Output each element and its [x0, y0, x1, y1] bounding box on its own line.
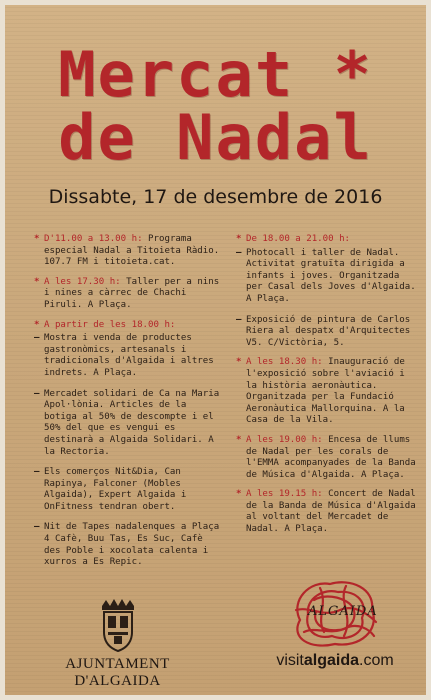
star-bullet-icon: *: [34, 319, 40, 330]
event-date: Dissabte, 17 de desembre de 2016: [48, 186, 383, 208]
star-bullet-icon: *: [236, 234, 242, 244]
schedule-entry: [236, 489, 416, 535]
entry-subitem: – Photocall i taller de Nadal. Activitat gratuïta dirigida a infants i joves. Organitzada per Casal dels Joves d'Algaida. A Plaça.: [236, 247, 416, 304]
star-bullet-icon: *: [34, 234, 40, 244]
title-line-2: de Nadal: [58, 101, 373, 174]
star-bullet-icon: *: [236, 489, 242, 500]
entry-subitem: – Exposició de pintura de Carlos Riera al despatx d'Arquitectes V5. C/Victòria, 5.: [236, 314, 411, 348]
entry-text: Concert de Nadal de la Banda de Música d'Algaida al voltant del Mercadet de Nadal. A Plaça.: [246, 489, 416, 535]
entry-time: A partir de les 18.00 h:: [44, 319, 176, 330]
right-column: [236, 234, 416, 544]
entry-time: A les 19.00 h:: [246, 434, 323, 445]
entry-time: A les 18.30 h:: [246, 357, 323, 368]
entry-text: Encesa de llums de Nadal per les corals de l'EMMA acompanyades de la Banda de Música d'Algaida. A Plaça.: [246, 434, 416, 480]
entry-text: Programa especial Nadal a Titoieta Ràdio. 107.7 FM i titoieta.cat.: [44, 234, 220, 268]
star-bullet-icon: *: [236, 357, 242, 368]
entry-time: De 18.00 a 21.00 h:: [246, 234, 351, 244]
entry-subitem: – Mostra i venda de productes gastronòmics, artesanals i tradicionals d'Algaida i altres indrets. A Plaça.: [34, 333, 214, 378]
entry-text: Inauguració de l'exposició sobre l'aviació i la història aeronàutica. Organitzada per la Fundació Aeronàutica Mallorquina. A la Casa de la Vila.: [246, 357, 405, 426]
visit-url: visitalgaida.com: [276, 652, 394, 669]
dash-bullet-icon: –: [34, 333, 40, 344]
star-bullet-icon: *: [236, 434, 242, 445]
algaida-brand-word: ALGAIDA: [308, 604, 378, 619]
dash-bullet-icon: –: [236, 247, 242, 258]
entry-time: A les 19.15 h:: [246, 489, 323, 500]
ajuntament-block: [30, 596, 205, 690]
title-line-1: Mercat *: [58, 38, 373, 111]
visit-algaida-block: [250, 570, 420, 670]
schedule-entry: [34, 277, 222, 312]
entry-time: D'11.00 a 13.00 h:: [44, 234, 143, 244]
left-column: [34, 234, 222, 577]
schedule-entry: [236, 357, 416, 427]
schedule-entry: [34, 234, 222, 269]
dash-bullet-icon: –: [34, 388, 40, 399]
entry-subitem: – Els comerços Nit&Dia, Can Rapinya, Falconer (Mobles Algaida), Expert Algaida i OnFitness tendran obert.: [34, 467, 187, 512]
schedule-entry: [236, 435, 416, 481]
ajuntament-label: AJUNTAMENT D'ALGAIDA: [65, 656, 170, 689]
dash-bullet-icon: –: [34, 467, 40, 478]
dash-bullet-icon: –: [236, 314, 242, 325]
schedule-entry: [236, 234, 416, 349]
entry-text: Taller per a nins i nines a càrrec de Chachi Piruli. A Plaça.: [44, 276, 220, 310]
entry-subitem: – Mercadet solidari de Ca na Maria Apol·lònia. Articles de la botiga al 50% de descompte i el 50% del que es vengui es destinarà a Algaida Solidari. A la Rectoria.: [34, 388, 220, 457]
star-bullet-icon: *: [34, 276, 40, 287]
schedule-entry: [34, 320, 222, 569]
dash-bullet-icon: –: [34, 522, 40, 533]
crest-icon: [96, 596, 140, 654]
entry-time: A les 17.30 h:: [44, 276, 121, 287]
entry-subitem: – Nit de Tapes nadalenques a Plaça 4 Cafè, Buu Tas, Es Suc, Cafè des Poble i xocolata calenta i xurros a Es Repic.: [34, 522, 220, 568]
